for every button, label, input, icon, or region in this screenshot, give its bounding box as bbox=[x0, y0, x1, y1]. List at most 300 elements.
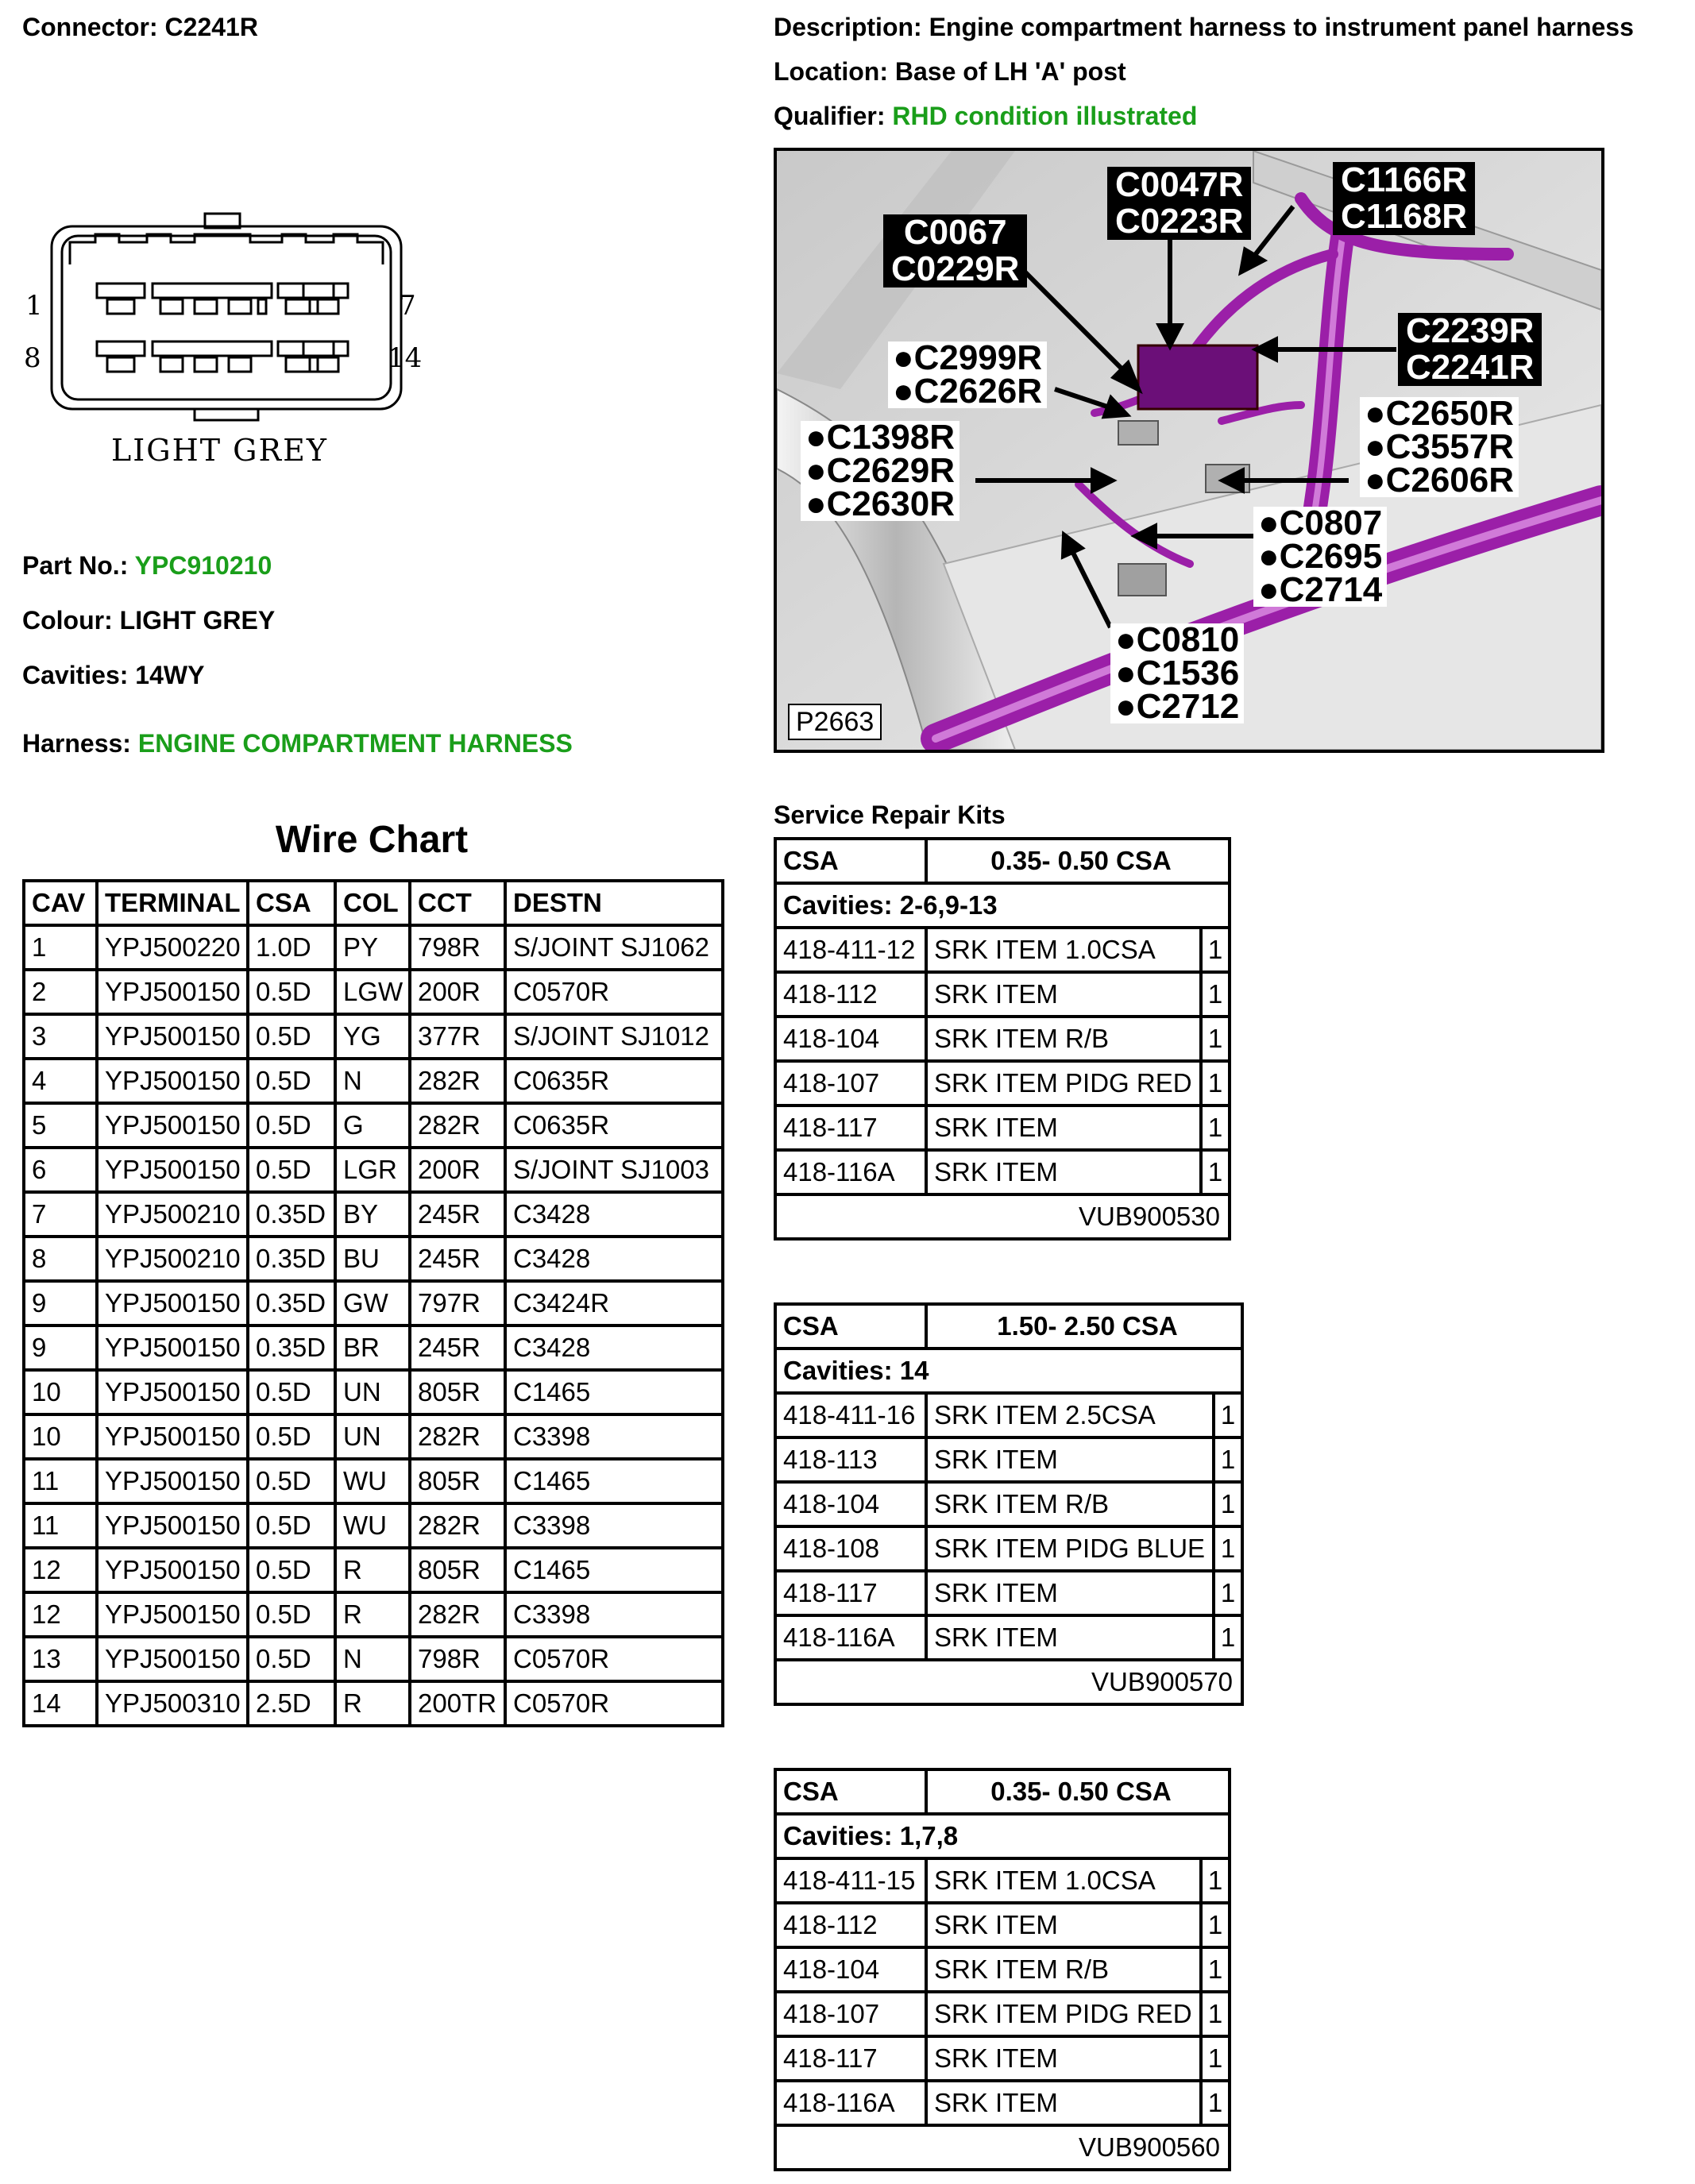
kit-item-qty: 1 bbox=[1201, 928, 1230, 972]
callout-text: C2629R bbox=[826, 451, 956, 490]
cell-csa: 0.5D bbox=[248, 1548, 335, 1592]
cell-cct: 805R bbox=[410, 1548, 505, 1592]
cell-cct: 282R bbox=[410, 1503, 505, 1548]
col-header-cav: CAV bbox=[24, 881, 97, 925]
callout-text: C3557R bbox=[1385, 427, 1515, 466]
cell-destn: C3424R bbox=[505, 1281, 723, 1325]
cell-terminal: YPJ500150 bbox=[97, 970, 248, 1014]
kit-item-desc: SRK ITEM PIDG RED bbox=[926, 1061, 1201, 1106]
photo-reference: P2663 bbox=[788, 704, 882, 740]
part-no-field bbox=[22, 551, 272, 581]
qualifier-field bbox=[774, 102, 1197, 131]
kit-item-qty: 1 bbox=[1214, 1482, 1242, 1526]
table-row bbox=[24, 1548, 723, 1592]
cell-cct: 282R bbox=[410, 1414, 505, 1459]
kit-number: VUB900570 bbox=[775, 1660, 1242, 1704]
cell-destn: C1465 bbox=[505, 1548, 723, 1592]
callout-c2999r bbox=[888, 338, 1047, 411]
kit-item-row bbox=[775, 1571, 1242, 1615]
wire-chart-table bbox=[22, 879, 724, 1727]
cell-terminal: YPJ500220 bbox=[97, 925, 248, 970]
kit-item-row bbox=[775, 1437, 1242, 1482]
harness-field bbox=[22, 729, 573, 758]
kit-csa-value: 1.50- 2.50 CSA bbox=[926, 1304, 1242, 1349]
kit-item-part: 418-116A bbox=[775, 2081, 926, 2125]
kit-item-qty: 1 bbox=[1201, 2036, 1230, 2081]
cell-cav: 12 bbox=[24, 1548, 97, 1592]
pin-14-label: 14 bbox=[388, 342, 423, 374]
cell-destn: C3428 bbox=[505, 1325, 723, 1370]
kit-item-row bbox=[775, 972, 1230, 1017]
table-row bbox=[24, 1414, 723, 1459]
kit-item-part: 418-113 bbox=[775, 1437, 926, 1482]
kit-cavities: Cavities: 2-6,9-13 bbox=[775, 883, 1230, 928]
table-row bbox=[24, 1592, 723, 1637]
cell-cav: 5 bbox=[24, 1103, 97, 1148]
service-repair-kits-title: Service Repair Kits bbox=[774, 801, 1006, 829]
cell-cav: 10 bbox=[24, 1414, 97, 1459]
cell-csa: 0.5D bbox=[248, 1014, 335, 1059]
kit-item-qty: 1 bbox=[1201, 1061, 1230, 1106]
cell-terminal: YPJ500150 bbox=[97, 1459, 248, 1503]
table-row bbox=[24, 1503, 723, 1548]
cell-destn: C0570R bbox=[505, 1681, 723, 1726]
bullet-icon: ● bbox=[893, 338, 914, 377]
colour-value: LIGHT GREY bbox=[119, 606, 276, 635]
cell-csa: 0.5D bbox=[248, 1414, 335, 1459]
cell-csa: 0.5D bbox=[248, 1459, 335, 1503]
col-header-terminal: TERMINAL bbox=[97, 881, 248, 925]
cell-cav: 9 bbox=[24, 1281, 97, 1325]
kit-item-part: 418-107 bbox=[775, 1061, 926, 1106]
kit-item-qty: 1 bbox=[1201, 1150, 1230, 1194]
cell-destn: C3398 bbox=[505, 1503, 723, 1548]
callout-text: C0229R bbox=[891, 249, 1020, 288]
kit-number-row bbox=[775, 1194, 1230, 1239]
kit-number-row bbox=[775, 1660, 1242, 1704]
kit-item-part: 418-108 bbox=[775, 1526, 926, 1571]
pin-8-label: 8 bbox=[24, 342, 41, 374]
kit-header-row bbox=[775, 1769, 1230, 1814]
bullet-icon: ● bbox=[1365, 461, 1386, 500]
cell-col: PY bbox=[335, 925, 410, 970]
cell-destn: C0570R bbox=[505, 970, 723, 1014]
kit-item-desc: SRK ITEM 2.5CSA bbox=[926, 1393, 1214, 1437]
kit-item-desc: SRK ITEM bbox=[926, 2081, 1201, 2125]
table-row bbox=[24, 1637, 723, 1681]
cell-csa: 0.5D bbox=[248, 1370, 335, 1414]
kit-item-desc: SRK ITEM bbox=[926, 1106, 1201, 1150]
kit-item-part: 418-112 bbox=[775, 1903, 926, 1947]
cell-cct: 805R bbox=[410, 1370, 505, 1414]
cell-terminal: YPJ500210 bbox=[97, 1237, 248, 1281]
kit-item-part: 418-411-15 bbox=[775, 1858, 926, 1903]
callout-text: C0223R bbox=[1115, 202, 1244, 241]
kit-item-desc: SRK ITEM R/B bbox=[926, 1017, 1201, 1061]
kit-item-row bbox=[775, 1482, 1242, 1526]
cell-csa: 0.5D bbox=[248, 1637, 335, 1681]
cell-cav: 2 bbox=[24, 970, 97, 1014]
cell-col: WU bbox=[335, 1459, 410, 1503]
cell-csa: 1.0D bbox=[248, 925, 335, 970]
kit-item-row bbox=[775, 1150, 1230, 1194]
kit-item-part: 418-104 bbox=[775, 1947, 926, 1992]
wire-chart-header-row bbox=[24, 881, 723, 925]
kit-item-qty: 1 bbox=[1201, 1903, 1230, 1947]
cell-terminal: YPJ500150 bbox=[97, 1370, 248, 1414]
cavities-value: 14WY bbox=[135, 661, 205, 689]
colour-label: Colour: bbox=[22, 606, 113, 635]
callout-c2650r bbox=[1360, 394, 1519, 500]
kit-number: VUB900560 bbox=[775, 2125, 1230, 2170]
kit-item-desc: SRK ITEM 1.0CSA bbox=[926, 928, 1201, 972]
cell-col: GW bbox=[335, 1281, 410, 1325]
kit-item-qty: 1 bbox=[1201, 1858, 1230, 1903]
cell-cav: 7 bbox=[24, 1192, 97, 1237]
cell-destn: C0635R bbox=[505, 1059, 723, 1103]
callout-text: C1536 bbox=[1136, 654, 1240, 693]
cell-col: BR bbox=[335, 1325, 410, 1370]
bullet-icon: ● bbox=[1258, 504, 1280, 542]
cell-cav: 14 bbox=[24, 1681, 97, 1726]
kit-item-qty: 1 bbox=[1201, 972, 1230, 1017]
bullet-icon: ● bbox=[1365, 394, 1386, 433]
kit-item-qty: 1 bbox=[1201, 2081, 1230, 2125]
pin-7-label: 7 bbox=[399, 290, 416, 322]
kit-item-part: 418-411-12 bbox=[775, 928, 926, 972]
cell-cav: 10 bbox=[24, 1370, 97, 1414]
cell-col: N bbox=[335, 1637, 410, 1681]
cell-terminal: YPJ500150 bbox=[97, 1103, 248, 1148]
kit-item-desc: SRK ITEM R/B bbox=[926, 1482, 1214, 1526]
kit-header-row bbox=[775, 1304, 1242, 1349]
bullet-icon: ● bbox=[1258, 570, 1280, 609]
cell-col: R bbox=[335, 1592, 410, 1637]
cell-col: R bbox=[335, 1681, 410, 1726]
cell-cav: 4 bbox=[24, 1059, 97, 1103]
bullet-icon: ● bbox=[1115, 620, 1137, 659]
kit-item-qty: 1 bbox=[1214, 1615, 1242, 1660]
kit-item-part: 418-104 bbox=[775, 1482, 926, 1526]
table-row bbox=[24, 970, 723, 1014]
pin-1-label: 1 bbox=[25, 290, 43, 322]
cell-destn: C0635R bbox=[505, 1103, 723, 1148]
connector-label: Connector: bbox=[22, 13, 158, 41]
location-label: Location: bbox=[774, 57, 888, 86]
cell-col: R bbox=[335, 1548, 410, 1592]
cell-cct: 245R bbox=[410, 1237, 505, 1281]
cell-cct: 377R bbox=[410, 1014, 505, 1059]
qualifier-value: RHD condition illustrated bbox=[892, 102, 1198, 130]
callout-text: C2712 bbox=[1136, 687, 1240, 726]
cell-cct: 282R bbox=[410, 1059, 505, 1103]
location-field bbox=[774, 57, 1126, 87]
kit-item-qty: 1 bbox=[1201, 1106, 1230, 1150]
kit-item-desc: SRK ITEM 1.0CSA bbox=[926, 1858, 1201, 1903]
kit-item-qty: 1 bbox=[1214, 1571, 1242, 1615]
table-row bbox=[24, 1681, 723, 1726]
kit-item-row bbox=[775, 928, 1230, 972]
cell-col: BU bbox=[335, 1237, 410, 1281]
callout-c0067 bbox=[883, 214, 1027, 287]
bullet-icon: ● bbox=[805, 451, 827, 490]
table-row bbox=[24, 1148, 723, 1192]
cavities-label: Cavities: bbox=[22, 661, 129, 689]
cell-csa: 0.35D bbox=[248, 1237, 335, 1281]
cell-cct: 798R bbox=[410, 1637, 505, 1681]
kit-item-part: 418-116A bbox=[775, 1150, 926, 1194]
kit-item-qty: 1 bbox=[1214, 1437, 1242, 1482]
kit-item-part: 418-104 bbox=[775, 1017, 926, 1061]
col-header-destn: DESTN bbox=[505, 881, 723, 925]
callout-c2239r bbox=[1398, 313, 1542, 386]
connector-face-diagram bbox=[16, 203, 429, 473]
cell-destn: C1465 bbox=[505, 1370, 723, 1414]
callout-text: C2714 bbox=[1279, 570, 1383, 609]
kit-item-row bbox=[775, 2036, 1230, 2081]
cell-col: BY bbox=[335, 1192, 410, 1237]
kit-item-row bbox=[775, 2081, 1230, 2125]
kit-item-part: 418-117 bbox=[775, 1571, 926, 1615]
kit-csa-label: CSA bbox=[775, 1304, 926, 1349]
cell-destn: C3398 bbox=[505, 1592, 723, 1637]
cell-csa: 2.5D bbox=[248, 1681, 335, 1726]
cell-cct: 797R bbox=[410, 1281, 505, 1325]
callout-text: C0807 bbox=[1279, 504, 1383, 542]
kit-item-desc: SRK ITEM bbox=[926, 1150, 1201, 1194]
callout-text: C2241R bbox=[1406, 348, 1535, 387]
cell-col: UN bbox=[335, 1370, 410, 1414]
callout-text: C2695 bbox=[1279, 537, 1383, 576]
callout-text: C0810 bbox=[1136, 620, 1240, 659]
table-row bbox=[24, 1325, 723, 1370]
table-row bbox=[24, 1192, 723, 1237]
connector-value: C2241R bbox=[164, 13, 258, 41]
cell-cct: 282R bbox=[410, 1592, 505, 1637]
kit-cavities: Cavities: 14 bbox=[775, 1349, 1242, 1393]
callout-text: C1166R bbox=[1341, 160, 1468, 199]
cell-destn: C3398 bbox=[505, 1414, 723, 1459]
kit-cavities-row bbox=[775, 1814, 1230, 1858]
cell-cav: 11 bbox=[24, 1503, 97, 1548]
cell-csa: 0.5D bbox=[248, 970, 335, 1014]
cell-cav: 3 bbox=[24, 1014, 97, 1059]
table-row bbox=[24, 1014, 723, 1059]
table-row bbox=[24, 1237, 723, 1281]
cell-cct: 200TR bbox=[410, 1681, 505, 1726]
col-header-cct: CCT bbox=[410, 881, 505, 925]
description-field bbox=[774, 13, 1634, 42]
bullet-icon: ● bbox=[1115, 687, 1137, 726]
col-header-col: COL bbox=[335, 881, 410, 925]
cell-cct: 200R bbox=[410, 1148, 505, 1192]
harness-label: Harness: bbox=[22, 729, 131, 758]
cell-cct: 245R bbox=[410, 1325, 505, 1370]
cell-cav: 1 bbox=[24, 925, 97, 970]
cell-destn: C1465 bbox=[505, 1459, 723, 1503]
cell-cav: 12 bbox=[24, 1592, 97, 1637]
connector-field bbox=[22, 13, 258, 42]
location-value: Base of LH 'A' post bbox=[894, 57, 1126, 86]
kit-cavities: Cavities: 1,7,8 bbox=[775, 1814, 1230, 1858]
kit-csa-label: CSA bbox=[775, 839, 926, 883]
kit-item-desc: SRK ITEM bbox=[926, 1615, 1214, 1660]
kit-header-row bbox=[775, 839, 1230, 883]
cell-destn: S/JOINT SJ1062 bbox=[505, 925, 723, 970]
cell-cav: 11 bbox=[24, 1459, 97, 1503]
callout-text: C2239R bbox=[1406, 311, 1535, 350]
kit-item-row bbox=[775, 1992, 1230, 2036]
cell-destn: S/JOINT SJ1012 bbox=[505, 1014, 723, 1059]
kit-number-row bbox=[775, 2125, 1230, 2170]
qualifier-label: Qualifier: bbox=[774, 102, 886, 130]
bullet-icon: ● bbox=[805, 484, 827, 523]
kit-item-row bbox=[775, 1858, 1230, 1903]
cell-terminal: YPJ500150 bbox=[97, 1325, 248, 1370]
callout-text: C1168R bbox=[1341, 197, 1468, 236]
kit-item-desc: SRK ITEM bbox=[926, 1903, 1201, 1947]
kit-item-row bbox=[775, 1947, 1230, 1992]
table-row bbox=[24, 1103, 723, 1148]
callout-text: C2606R bbox=[1385, 461, 1515, 500]
bullet-icon: ● bbox=[1258, 537, 1280, 576]
callout-text: C2650R bbox=[1385, 394, 1515, 433]
bullet-icon: ● bbox=[805, 418, 827, 457]
kit-csa-value: 0.35- 0.50 CSA bbox=[926, 1769, 1230, 1814]
cell-cct: 245R bbox=[410, 1192, 505, 1237]
kit-item-desc: SRK ITEM R/B bbox=[926, 1947, 1201, 1992]
kit-item-part: 418-117 bbox=[775, 1106, 926, 1150]
kit-number: VUB900530 bbox=[775, 1194, 1230, 1239]
wire-chart-title: Wire Chart bbox=[275, 819, 469, 861]
cell-cav: 8 bbox=[24, 1237, 97, 1281]
table-row bbox=[24, 925, 723, 970]
kit-item-qty: 1 bbox=[1214, 1526, 1242, 1571]
callout-text: C0047R bbox=[1115, 165, 1244, 204]
kit-item-row bbox=[775, 1615, 1242, 1660]
cell-cav: 13 bbox=[24, 1637, 97, 1681]
kit-csa-value: 0.35- 0.50 CSA bbox=[926, 839, 1230, 883]
kit-item-qty: 1 bbox=[1214, 1393, 1242, 1437]
part-no-label: Part No.: bbox=[22, 551, 129, 580]
callout-text: C2630R bbox=[826, 484, 956, 523]
kit-cavities-row bbox=[775, 883, 1230, 928]
cell-terminal: YPJ500150 bbox=[97, 1059, 248, 1103]
cell-col: UN bbox=[335, 1414, 410, 1459]
table-row bbox=[24, 1459, 723, 1503]
kit-item-desc: SRK ITEM bbox=[926, 1571, 1214, 1615]
callout-text: C1398R bbox=[826, 418, 956, 457]
cell-terminal: YPJ500150 bbox=[97, 1014, 248, 1059]
cell-csa: 0.5D bbox=[248, 1059, 335, 1103]
kit-item-desc: SRK ITEM bbox=[926, 1437, 1214, 1482]
kit-item-desc: SRK ITEM bbox=[926, 972, 1201, 1017]
kit-item-row bbox=[775, 1526, 1242, 1571]
connector-colour-caption: LIGHT GREY bbox=[111, 433, 328, 468]
bullet-icon: ● bbox=[1365, 427, 1386, 466]
description-label: Description: bbox=[774, 13, 922, 41]
cell-destn: C3428 bbox=[505, 1237, 723, 1281]
kit-item-row bbox=[775, 1106, 1230, 1150]
kit-item-desc: SRK ITEM PIDG RED bbox=[926, 1992, 1201, 2036]
cell-csa: 0.5D bbox=[248, 1148, 335, 1192]
kit-item-qty: 1 bbox=[1201, 1947, 1230, 1992]
table-row bbox=[24, 1281, 723, 1325]
cell-terminal: YPJ500150 bbox=[97, 1503, 248, 1548]
kit-item-part: 418-117 bbox=[775, 2036, 926, 2081]
cell-terminal: YPJ500310 bbox=[97, 1681, 248, 1726]
kit-item-qty: 1 bbox=[1201, 1992, 1230, 2036]
table-row bbox=[24, 1059, 723, 1103]
cell-col: LGW bbox=[335, 970, 410, 1014]
kit-item-part: 418-411-16 bbox=[775, 1393, 926, 1437]
callout-text: C2999R bbox=[913, 338, 1043, 377]
kit-item-part: 418-107 bbox=[775, 1992, 926, 2036]
table-row bbox=[24, 1370, 723, 1414]
callout-c1166r bbox=[1333, 162, 1475, 235]
cell-csa: 0.5D bbox=[248, 1103, 335, 1148]
repair-kit-table bbox=[774, 837, 1231, 1241]
callout-c0810 bbox=[1110, 620, 1244, 726]
cell-destn: C3428 bbox=[505, 1192, 723, 1237]
cell-csa: 0.35D bbox=[248, 1325, 335, 1370]
cell-col: N bbox=[335, 1059, 410, 1103]
cell-terminal: YPJ500150 bbox=[97, 1148, 248, 1192]
cell-col: LGR bbox=[335, 1148, 410, 1192]
cell-col: WU bbox=[335, 1503, 410, 1548]
cell-terminal: YPJ500210 bbox=[97, 1192, 248, 1237]
cell-terminal: YPJ500150 bbox=[97, 1637, 248, 1681]
callout-c0807 bbox=[1253, 504, 1387, 609]
repair-kit-table bbox=[774, 1768, 1231, 2171]
kit-item-row bbox=[775, 1017, 1230, 1061]
kit-item-qty: 1 bbox=[1201, 1017, 1230, 1061]
cell-terminal: YPJ500150 bbox=[97, 1592, 248, 1637]
callout-c0047r bbox=[1107, 167, 1251, 240]
cell-cct: 798R bbox=[410, 925, 505, 970]
kit-cavities-row bbox=[775, 1349, 1242, 1393]
kit-item-desc: SRK ITEM bbox=[926, 2036, 1201, 2081]
kit-item-part: 418-112 bbox=[775, 972, 926, 1017]
repair-kit-table bbox=[774, 1302, 1244, 1706]
cell-terminal: YPJ500150 bbox=[97, 1281, 248, 1325]
kit-csa-label: CSA bbox=[775, 1769, 926, 1814]
colour-field bbox=[22, 606, 275, 635]
cell-cct: 805R bbox=[410, 1459, 505, 1503]
callout-text: C0067 bbox=[903, 213, 1007, 252]
cell-col: G bbox=[335, 1103, 410, 1148]
cell-cct: 200R bbox=[410, 970, 505, 1014]
cavities-field bbox=[22, 661, 204, 690]
cell-col: YG bbox=[335, 1014, 410, 1059]
cell-cct: 282R bbox=[410, 1103, 505, 1148]
kit-item-row bbox=[775, 1061, 1230, 1106]
harness-value: ENGINE COMPARTMENT HARNESS bbox=[137, 729, 573, 758]
cell-destn: S/JOINT SJ1003 bbox=[505, 1148, 723, 1192]
cell-csa: 0.35D bbox=[248, 1281, 335, 1325]
kit-item-row bbox=[775, 1903, 1230, 1947]
cell-cav: 9 bbox=[24, 1325, 97, 1370]
part-no-value: YPC910210 bbox=[134, 551, 272, 580]
col-header-csa: CSA bbox=[248, 881, 335, 925]
cell-csa: 0.5D bbox=[248, 1503, 335, 1548]
description-value: Engine compartment harness to instrument panel harness bbox=[929, 13, 1634, 41]
cell-csa: 0.5D bbox=[248, 1592, 335, 1637]
cell-terminal: YPJ500150 bbox=[97, 1548, 248, 1592]
bullet-icon: ● bbox=[893, 372, 914, 411]
callout-c1398r bbox=[801, 418, 959, 523]
kit-item-desc: SRK ITEM PIDG BLUE bbox=[926, 1526, 1214, 1571]
